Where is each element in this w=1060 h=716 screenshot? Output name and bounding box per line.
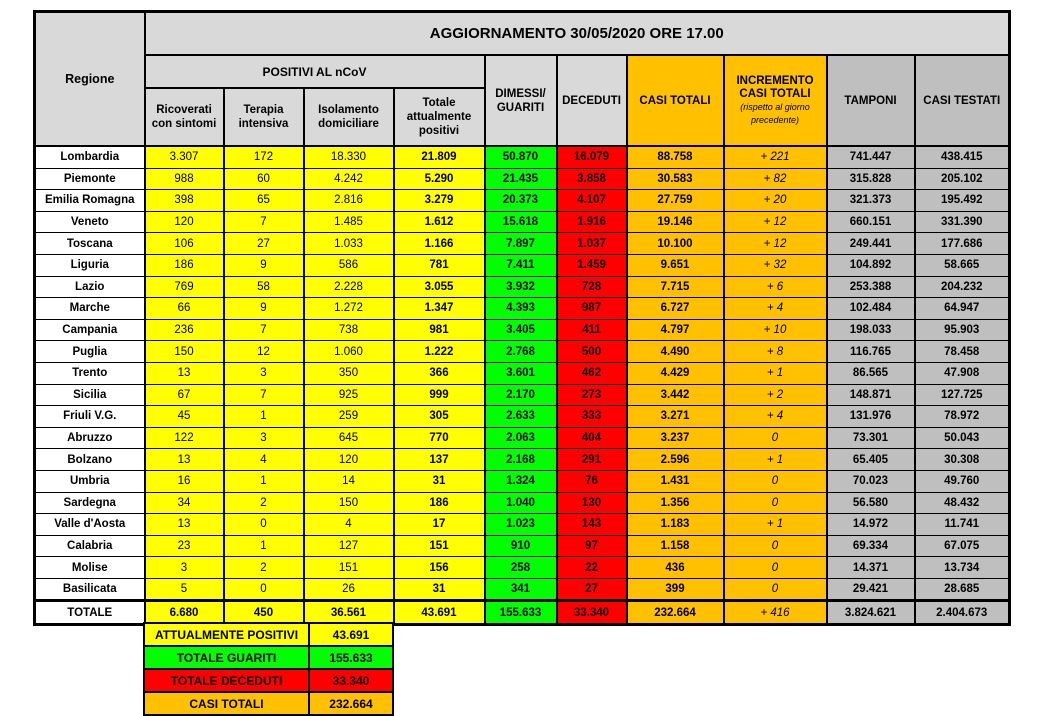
- cell-casi-testati: 49.760: [915, 470, 1010, 492]
- cell-tamponi: 14.371: [827, 557, 915, 579]
- cell-casi-totali: 232.664: [627, 601, 724, 625]
- cell-isolamento: 2.228: [304, 276, 394, 298]
- table-row: [35, 319, 1010, 341]
- cell-incremento: 0: [724, 557, 827, 579]
- cell-casi-totali: 7.715: [627, 276, 724, 298]
- table-row: [35, 298, 1010, 320]
- incremento-line1: INCREMENTO: [736, 74, 814, 87]
- cell-terapia-intensiva: 0: [224, 514, 304, 536]
- cell-isolamento: 925: [304, 384, 394, 406]
- cell-region: Sardegna: [35, 492, 145, 514]
- cell-casi-totali: 1.356: [627, 492, 724, 514]
- cell-region: Friuli V.G.: [35, 406, 145, 428]
- cell-casi-testati: 48.432: [915, 492, 1010, 514]
- cell-tamponi: 253.388: [827, 276, 915, 298]
- cell-deceduti: 27: [557, 578, 627, 601]
- cell-casi-totali: 1.183: [627, 514, 724, 536]
- cell-terapia-intensiva: 1: [224, 406, 304, 428]
- cell-dimessi-guariti: 2.063: [485, 427, 557, 449]
- cell-totale-positivi: 156: [394, 557, 485, 579]
- cell-region: Marche: [35, 298, 145, 320]
- cell-totale-positivi: 3.279: [394, 190, 485, 212]
- cell-region: Trento: [35, 362, 145, 384]
- cell-deceduti: 987: [557, 298, 627, 320]
- cell-totale-positivi: 770: [394, 427, 485, 449]
- cell-ricoverati: 988: [145, 168, 224, 190]
- cell-incremento: + 1: [724, 449, 827, 471]
- cell-casi-testati: 127.725: [915, 384, 1010, 406]
- cell-totale-positivi: 17: [394, 514, 485, 536]
- cell-dimessi-guariti: 3.932: [485, 276, 557, 298]
- cell-incremento: + 221: [724, 146, 827, 168]
- cell-ricoverati: 6.680: [145, 601, 224, 625]
- cell-deceduti: 130: [557, 492, 627, 514]
- table-body: [35, 146, 1010, 625]
- table-header: [35, 12, 1010, 147]
- summary-label-totale-deceduti: TOTALE DECEDUTI: [144, 669, 309, 692]
- cell-totale-positivi: 186: [394, 492, 485, 514]
- cell-isolamento: 151: [304, 557, 394, 579]
- cell-isolamento: 36.561: [304, 601, 394, 625]
- table-row: [35, 254, 1010, 276]
- cell-region: Piemonte: [35, 168, 145, 190]
- cell-isolamento: 150: [304, 492, 394, 514]
- cell-casi-totali: 3.271: [627, 406, 724, 428]
- cell-region: Liguria: [35, 254, 145, 276]
- cell-terapia-intensiva: 9: [224, 254, 304, 276]
- cell-tamponi: 198.033: [827, 319, 915, 341]
- cell-isolamento: 26: [304, 578, 394, 601]
- summary-row: [144, 623, 393, 646]
- cell-casi-totali: 9.651: [627, 254, 724, 276]
- cell-ricoverati: 150: [145, 341, 224, 363]
- cell-casi-totali: 4.797: [627, 319, 724, 341]
- cell-casi-totali: 2.596: [627, 449, 724, 471]
- cell-dimessi-guariti: 910: [485, 535, 557, 557]
- cell-terapia-intensiva: 58: [224, 276, 304, 298]
- cell-deceduti: 143: [557, 514, 627, 536]
- cell-deceduti: 411: [557, 319, 627, 341]
- cell-region: Lombardia: [35, 146, 145, 168]
- cell-incremento: + 2: [724, 384, 827, 406]
- cell-tamponi: 321.373: [827, 190, 915, 212]
- cell-terapia-intensiva: 7: [224, 319, 304, 341]
- cell-region: Lazio: [35, 276, 145, 298]
- table-row: [35, 406, 1010, 428]
- column-header-isolamento: Isolamento domiciliare: [304, 88, 394, 146]
- cell-terapia-intensiva: 65: [224, 190, 304, 212]
- cell-deceduti: 3.858: [557, 168, 627, 190]
- cell-isolamento: 1.272: [304, 298, 394, 320]
- cell-ricoverati: 398: [145, 190, 224, 212]
- cell-incremento: 0: [724, 535, 827, 557]
- cell-tamponi: 315.828: [827, 168, 915, 190]
- cell-region: Umbria: [35, 470, 145, 492]
- cell-terapia-intensiva: 60: [224, 168, 304, 190]
- summary-label-totale-guariti: TOTALE GUARITI: [144, 646, 309, 669]
- cell-dimessi-guariti: 1.023: [485, 514, 557, 536]
- cell-incremento: + 10: [724, 319, 827, 341]
- cell-tamponi: 69.334: [827, 535, 915, 557]
- cell-region: Molise: [35, 557, 145, 579]
- table-row: [35, 514, 1010, 536]
- cell-incremento: + 6: [724, 276, 827, 298]
- cell-tamponi: 65.405: [827, 449, 915, 471]
- cell-isolamento: 1.060: [304, 341, 394, 363]
- column-header-casi-totali: CASI TOTALI: [627, 55, 724, 146]
- cell-terapia-intensiva: 4: [224, 449, 304, 471]
- table-row: [35, 535, 1010, 557]
- cell-dimessi-guariti: 2.768: [485, 341, 557, 363]
- summary-label-casi-totali: CASI TOTALI: [144, 692, 309, 715]
- cell-tamponi: 741.447: [827, 146, 915, 168]
- cell-totale-positivi: 1.222: [394, 341, 485, 363]
- summary-value-totale-deceduti: 33.340: [309, 669, 393, 692]
- cell-deceduti: 291: [557, 449, 627, 471]
- cell-casi-totali: 4.429: [627, 362, 724, 384]
- cell-casi-testati: 47.908: [915, 362, 1010, 384]
- cell-casi-totali: 10.100: [627, 233, 724, 255]
- cell-isolamento: 2.816: [304, 190, 394, 212]
- cell-terapia-intensiva: 172: [224, 146, 304, 168]
- cell-incremento: + 32: [724, 254, 827, 276]
- cell-incremento: + 20: [724, 190, 827, 212]
- cell-region: Abruzzo: [35, 427, 145, 449]
- cell-tamponi: 14.972: [827, 514, 915, 536]
- cell-deceduti: 404: [557, 427, 627, 449]
- cell-totale-positivi: 366: [394, 362, 485, 384]
- column-header-dimessi-guariti: DIMESSI/ GUARITI: [485, 55, 557, 146]
- summary-row: [144, 692, 393, 715]
- cell-casi-testati: 2.404.673: [915, 601, 1010, 625]
- cell-casi-totali: 1.158: [627, 535, 724, 557]
- cell-casi-totali: 88.758: [627, 146, 724, 168]
- table-row: [35, 449, 1010, 471]
- cell-incremento: + 12: [724, 211, 827, 233]
- cell-deceduti: 333: [557, 406, 627, 428]
- incremento-note: (rispetto al giorno precedente): [740, 101, 810, 125]
- column-header-casi-testati: CASI TESTATI: [915, 55, 1010, 146]
- table-row: [35, 276, 1010, 298]
- cell-casi-totali: 27.759: [627, 190, 724, 212]
- column-header-totale-positivi: Totale attualmente positivi: [394, 88, 485, 146]
- cell-dimessi-guariti: 341: [485, 578, 557, 601]
- cell-terapia-intensiva: 9: [224, 298, 304, 320]
- cell-dimessi-guariti: 3.405: [485, 319, 557, 341]
- cell-deceduti: 22: [557, 557, 627, 579]
- summary-label-attualmente-positivi: ATTUALMENTE POSITIVI: [144, 623, 309, 646]
- cell-ricoverati: 3.307: [145, 146, 224, 168]
- cell-region: Emilia Romagna: [35, 190, 145, 212]
- cell-incremento: + 1: [724, 362, 827, 384]
- cell-dimessi-guariti: 7.411: [485, 254, 557, 276]
- cell-isolamento: 18.330: [304, 146, 394, 168]
- cell-isolamento: 738: [304, 319, 394, 341]
- cell-isolamento: 1.033: [304, 233, 394, 255]
- summary-row: [144, 669, 393, 692]
- cell-casi-testati: 78.972: [915, 406, 1010, 428]
- cell-casi-totali: 399: [627, 578, 724, 601]
- table-row: [35, 146, 1010, 168]
- cell-terapia-intensiva: 7: [224, 384, 304, 406]
- cell-deceduti: 1.459: [557, 254, 627, 276]
- update-title: AGGIORNAMENTO 30/05/2020 ORE 17.00: [145, 12, 1010, 56]
- cell-totale-positivi: 137: [394, 449, 485, 471]
- cell-tamponi: 249.441: [827, 233, 915, 255]
- table-row: [35, 362, 1010, 384]
- cell-dimessi-guariti: 50.870: [485, 146, 557, 168]
- cell-deceduti: 500: [557, 341, 627, 363]
- column-group-positivi-ncov: POSITIVI AL nCoV: [145, 55, 485, 88]
- cell-isolamento: 586: [304, 254, 394, 276]
- table-row: [35, 492, 1010, 514]
- cell-isolamento: 120: [304, 449, 394, 471]
- column-header-tamponi: TAMPONI: [827, 55, 915, 146]
- table-row: [35, 557, 1010, 579]
- table-row: [35, 427, 1010, 449]
- cell-dimessi-guariti: 2.168: [485, 449, 557, 471]
- cell-deceduti: 4.107: [557, 190, 627, 212]
- cell-totale-positivi: 3.055: [394, 276, 485, 298]
- cell-terapia-intensiva: 3: [224, 362, 304, 384]
- cell-totale-positivi: 999: [394, 384, 485, 406]
- cell-ricoverati: 236: [145, 319, 224, 341]
- cell-totale-positivi: 1.612: [394, 211, 485, 233]
- cell-terapia-intensiva: 7: [224, 211, 304, 233]
- cell-casi-totali: 1.431: [627, 470, 724, 492]
- cell-deceduti: 97: [557, 535, 627, 557]
- cell-dimessi-guariti: 3.601: [485, 362, 557, 384]
- cell-dimessi-guariti: 2.170: [485, 384, 557, 406]
- cell-incremento: + 4: [724, 298, 827, 320]
- cell-tamponi: 660.151: [827, 211, 915, 233]
- cell-dimessi-guariti: 258: [485, 557, 557, 579]
- cell-terapia-intensiva: 1: [224, 535, 304, 557]
- cell-terapia-intensiva: 12: [224, 341, 304, 363]
- cell-casi-testati: 177.686: [915, 233, 1010, 255]
- cell-dimessi-guariti: 21.435: [485, 168, 557, 190]
- column-header-terapia-intensiva: Terapia intensiva: [224, 88, 304, 146]
- cell-totale-positivi: 1.347: [394, 298, 485, 320]
- cell-tamponi: 3.824.621: [827, 601, 915, 625]
- cell-region: Puglia: [35, 341, 145, 363]
- cell-terapia-intensiva: 450: [224, 601, 304, 625]
- cell-isolamento: 4: [304, 514, 394, 536]
- column-header-regione: Regione: [35, 12, 145, 147]
- cell-region: Sicilia: [35, 384, 145, 406]
- table-row: [35, 168, 1010, 190]
- cell-ricoverati: 5: [145, 578, 224, 601]
- cell-casi-totali: 4.490: [627, 341, 724, 363]
- cell-casi-testati: 204.232: [915, 276, 1010, 298]
- cell-ricoverati: 3: [145, 557, 224, 579]
- table-row: [35, 384, 1010, 406]
- cell-totale-positivi: 43.691: [394, 601, 485, 625]
- cell-totale-positivi: 305: [394, 406, 485, 428]
- cell-incremento: + 4: [724, 406, 827, 428]
- cell-isolamento: 259: [304, 406, 394, 428]
- cell-ricoverati: 186: [145, 254, 224, 276]
- cell-region: Basilicata: [35, 578, 145, 601]
- summary-table: [143, 622, 394, 716]
- cell-incremento: + 82: [724, 168, 827, 190]
- cell-casi-totali: 3.442: [627, 384, 724, 406]
- cell-terapia-intensiva: 27: [224, 233, 304, 255]
- summary-row: [144, 646, 393, 669]
- cell-totale-positivi: 981: [394, 319, 485, 341]
- cell-tamponi: 104.892: [827, 254, 915, 276]
- cell-dimessi-guariti: 7.897: [485, 233, 557, 255]
- cell-dimessi-guariti: 15.618: [485, 211, 557, 233]
- table-row: [35, 578, 1010, 601]
- cell-deceduti: 1.916: [557, 211, 627, 233]
- cell-terapia-intensiva: 2: [224, 557, 304, 579]
- cell-totale-positivi: 31: [394, 470, 485, 492]
- cell-tamponi: 116.765: [827, 341, 915, 363]
- cell-casi-totali: 6.727: [627, 298, 724, 320]
- cell-ricoverati: 769: [145, 276, 224, 298]
- cell-ricoverati: 120: [145, 211, 224, 233]
- cell-tamponi: 131.976: [827, 406, 915, 428]
- cell-deceduti: 728: [557, 276, 627, 298]
- cell-isolamento: 14: [304, 470, 394, 492]
- cell-deceduti: 462: [557, 362, 627, 384]
- cell-incremento: 0: [724, 427, 827, 449]
- cell-casi-testati: 195.492: [915, 190, 1010, 212]
- cell-totale-positivi: 31: [394, 578, 485, 601]
- cell-casi-testati: 50.043: [915, 427, 1010, 449]
- cell-deceduti: 273: [557, 384, 627, 406]
- cell-ricoverati: 66: [145, 298, 224, 320]
- cell-casi-testati: 205.102: [915, 168, 1010, 190]
- cell-totale-positivi: 5.290: [394, 168, 485, 190]
- cell-region: Calabria: [35, 535, 145, 557]
- cell-isolamento: 1.485: [304, 211, 394, 233]
- cell-tamponi: 86.565: [827, 362, 915, 384]
- cell-ricoverati: 16: [145, 470, 224, 492]
- cell-casi-testati: 331.390: [915, 211, 1010, 233]
- cell-isolamento: 350: [304, 362, 394, 384]
- cell-terapia-intensiva: 1: [224, 470, 304, 492]
- cell-isolamento: 127: [304, 535, 394, 557]
- cell-casi-testati: 78.458: [915, 341, 1010, 363]
- cell-tamponi: 73.301: [827, 427, 915, 449]
- cell-ricoverati: 122: [145, 427, 224, 449]
- cell-isolamento: 4.242: [304, 168, 394, 190]
- cell-tamponi: 56.580: [827, 492, 915, 514]
- cell-casi-totali: 436: [627, 557, 724, 579]
- cell-dimessi-guariti: 20.373: [485, 190, 557, 212]
- cell-region: Valle d'Aosta: [35, 514, 145, 536]
- cell-ricoverati: 67: [145, 384, 224, 406]
- cell-dimessi-guariti: 1.040: [485, 492, 557, 514]
- cell-region: Bolzano: [35, 449, 145, 471]
- table-row: [35, 470, 1010, 492]
- cell-casi-testati: 13.734: [915, 557, 1010, 579]
- cell-incremento: + 1: [724, 514, 827, 536]
- cell-dimessi-guariti: 4.393: [485, 298, 557, 320]
- summary-value-casi-totali: 232.664: [309, 692, 393, 715]
- cell-isolamento: 645: [304, 427, 394, 449]
- cell-tamponi: 148.871: [827, 384, 915, 406]
- cell-dimessi-guariti: 155.633: [485, 601, 557, 625]
- column-header-incremento: [724, 55, 827, 146]
- column-header-ricoverati: Ricoverati con sintomi: [145, 88, 224, 146]
- cell-casi-testati: 28.685: [915, 578, 1010, 601]
- cell-incremento: + 8: [724, 341, 827, 363]
- cell-totale-positivi: 781: [394, 254, 485, 276]
- cell-ricoverati: 13: [145, 514, 224, 536]
- cell-casi-testati: 64.947: [915, 298, 1010, 320]
- cell-incremento: 0: [724, 492, 827, 514]
- cell-tamponi: 102.484: [827, 298, 915, 320]
- table-row: [35, 211, 1010, 233]
- cell-ricoverati: 45: [145, 406, 224, 428]
- column-header-deceduti: DECEDUTI: [557, 55, 627, 146]
- cell-incremento: + 12: [724, 233, 827, 255]
- cell-totale-positivi: 151: [394, 535, 485, 557]
- cell-casi-testati: 95.903: [915, 319, 1010, 341]
- cell-totale-positivi: 1.166: [394, 233, 485, 255]
- cell-ricoverati: 23: [145, 535, 224, 557]
- incremento-line2: CASI TOTALI: [739, 87, 811, 100]
- cell-ricoverati: 13: [145, 449, 224, 471]
- cell-deceduti: 16.079: [557, 146, 627, 168]
- cell-casi-totali: 19.146: [627, 211, 724, 233]
- cell-dimessi-guariti: 1.324: [485, 470, 557, 492]
- table-row: [35, 341, 1010, 363]
- cell-casi-totali: 3.237: [627, 427, 724, 449]
- cell-region: Campania: [35, 319, 145, 341]
- table-row: [35, 190, 1010, 212]
- cell-deceduti: 1.037: [557, 233, 627, 255]
- cell-deceduti: 76: [557, 470, 627, 492]
- cell-incremento: + 416: [724, 601, 827, 625]
- cell-casi-testati: 438.415: [915, 146, 1010, 168]
- cell-deceduti: 33.340: [557, 601, 627, 625]
- cell-region: Toscana: [35, 233, 145, 255]
- cell-totale-positivi: 21.809: [394, 146, 485, 168]
- cell-incremento: 0: [724, 470, 827, 492]
- cell-incremento: 0: [724, 578, 827, 601]
- cell-casi-testati: 67.075: [915, 535, 1010, 557]
- cell-region: TOTALE: [35, 601, 145, 625]
- cell-casi-testati: 11.741: [915, 514, 1010, 536]
- cell-ricoverati: 106: [145, 233, 224, 255]
- cell-region: Veneto: [35, 211, 145, 233]
- cell-terapia-intensiva: 3: [224, 427, 304, 449]
- cell-casi-testati: 30.308: [915, 449, 1010, 471]
- covid-regions-table: [33, 10, 1011, 626]
- summary-value-totale-guariti: 155.633: [309, 646, 393, 669]
- cell-casi-testati: 58.665: [915, 254, 1010, 276]
- table-row: [35, 233, 1010, 255]
- cell-terapia-intensiva: 0: [224, 578, 304, 601]
- cell-tamponi: 70.023: [827, 470, 915, 492]
- cell-tamponi: 29.421: [827, 578, 915, 601]
- cell-dimessi-guariti: 2.633: [485, 406, 557, 428]
- cell-ricoverati: 34: [145, 492, 224, 514]
- summary-value-attualmente-positivi: 43.691: [309, 623, 393, 646]
- cell-casi-totali: 30.583: [627, 168, 724, 190]
- cell-terapia-intensiva: 2: [224, 492, 304, 514]
- cell-ricoverati: 13: [145, 362, 224, 384]
